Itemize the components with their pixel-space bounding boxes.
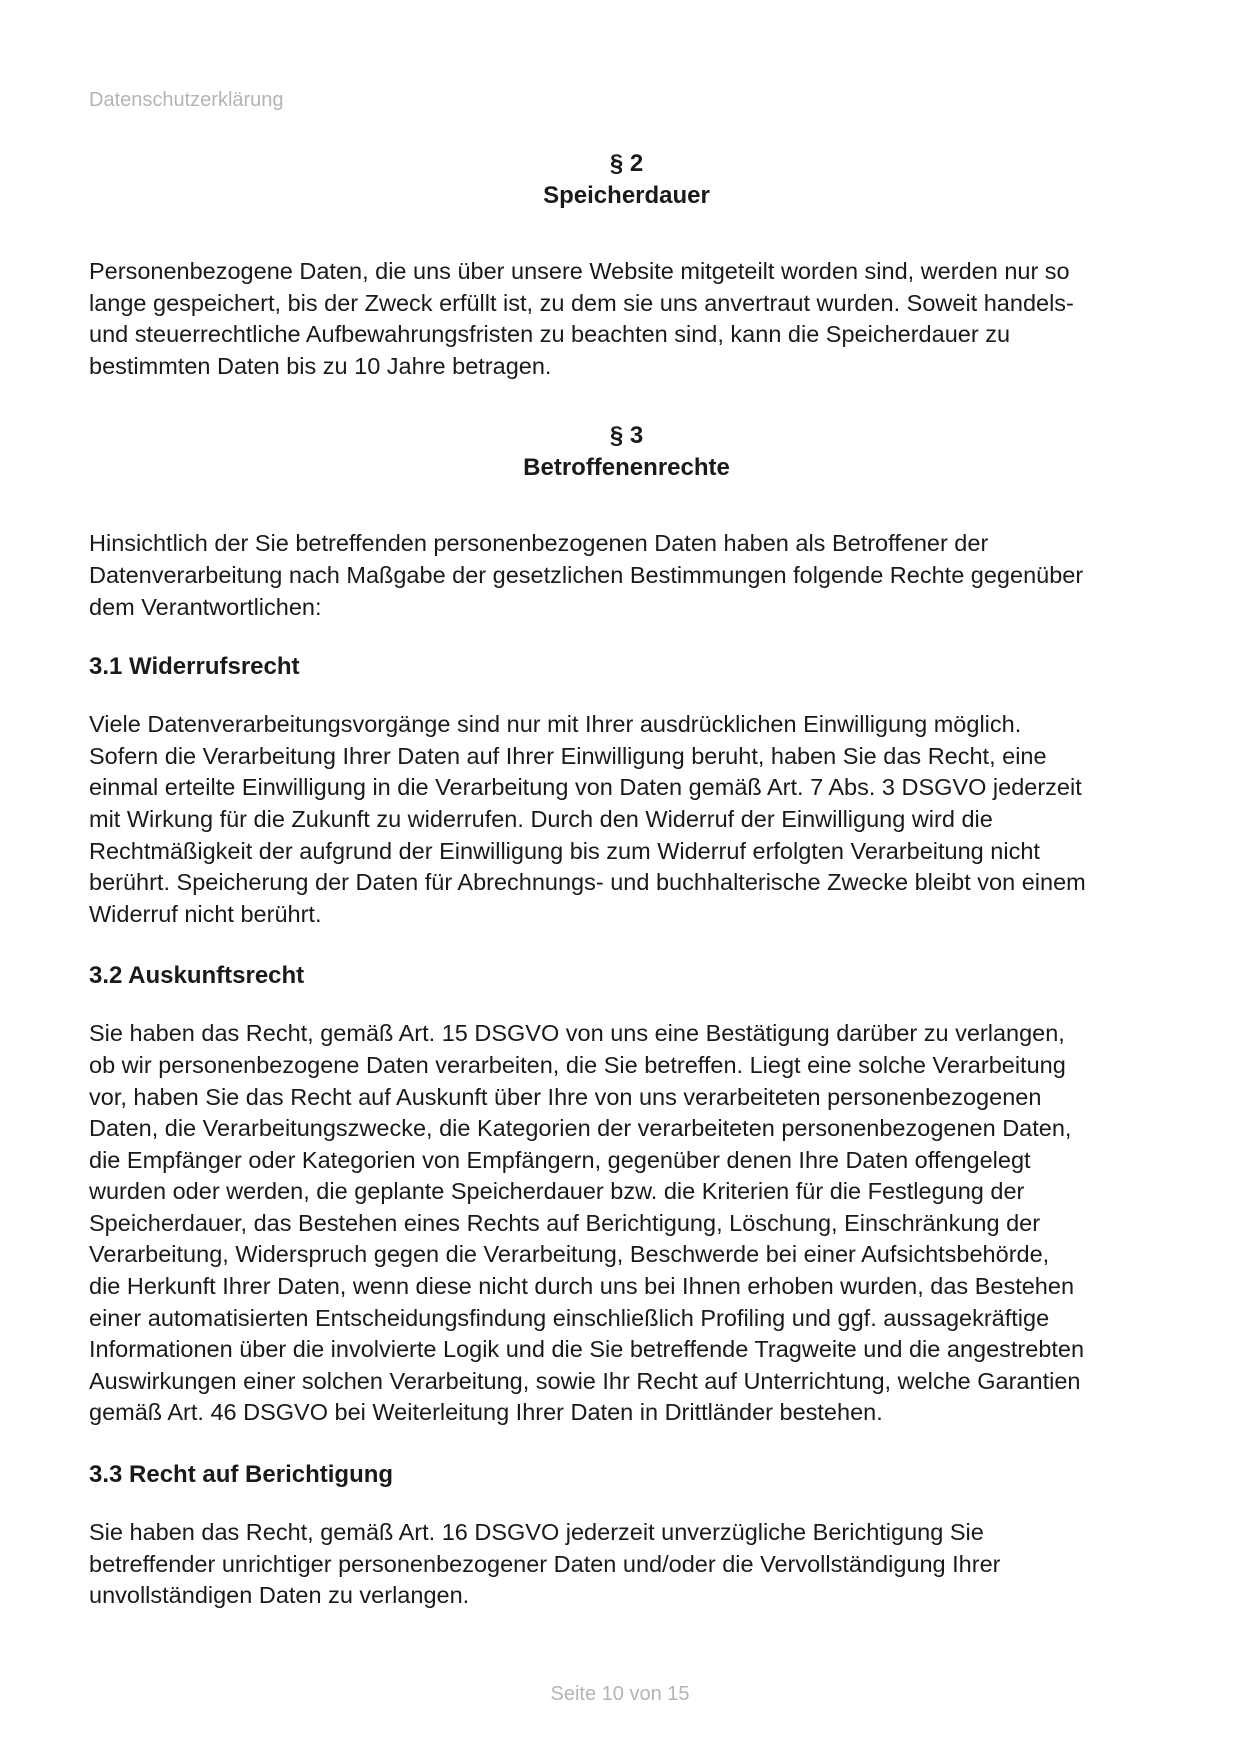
subsection-heading: 3.1 Widerrufsrecht bbox=[89, 653, 300, 681]
text-line: Daten, die Verarbeitungszwecke, die Kategorien der verarbeiteten personenbezogenen Daten, bbox=[89, 1115, 1072, 1142]
text-line: Informationen über die involvierte Logik und die Sie betreffende Tragweite und die angestrebten bbox=[89, 1336, 1085, 1363]
text-line: einer automatisierten Entscheidungsfindung einschließlich Profiling und ggf. aussagekräftige bbox=[89, 1304, 1050, 1331]
section-title: Speicherdauer bbox=[543, 182, 710, 209]
text-line: Sie haben das Recht, gemäß Art. 16 DSGVO jederzeit unverzügliche Berichtigung Sie bbox=[89, 1519, 984, 1546]
text-line: Widerruf nicht berührt. bbox=[89, 900, 322, 927]
text-line: vor, haben Sie das Recht auf Auskunft über Ihre von uns verarbeiteten personenbezogenen bbox=[89, 1083, 1042, 1110]
text-line: lange gespeichert, bis der Zweck erfüllt ist, zu dem sie uns anvertraut wurden. Soweit handels- bbox=[89, 289, 1074, 316]
section-number: § 3 bbox=[609, 422, 644, 450]
text-line: wurden oder werden, die geplante Speicherdauer bzw. die Kriterien für die Festlegung der bbox=[89, 1178, 1025, 1205]
section-3-heading bbox=[89, 420, 1164, 484]
paragraph bbox=[89, 1517, 1164, 1612]
text-line: betreffender unrichtiger personenbezogener Daten und/oder die Vervollständigung Ihrer bbox=[89, 1550, 1001, 1577]
subsection-heading: 3.2 Auskunftsrecht bbox=[89, 962, 305, 990]
text-line: Personenbezogene Daten, die uns über unsere Website mitgeteilt worden sind, werden nur so bbox=[89, 258, 1070, 284]
subsection-heading: 3.3 Recht auf Berichtigung bbox=[89, 1461, 394, 1489]
text-line: die Herkunft Ihrer Daten, wenn diese nicht durch uns bei Ihnen erhoben wurden, das Bestehen bbox=[89, 1273, 1075, 1300]
text-line: Sie haben das Recht, gemäß Art. 15 DSGVO von uns eine Bestätigung darüber zu verlangen, bbox=[89, 1020, 1065, 1047]
section-2-heading bbox=[89, 148, 1164, 212]
text-line: Sofern die Verarbeitung Ihrer Daten auf Ihrer Einwilligung beruht, haben Sie das Recht, eine bbox=[89, 742, 1047, 769]
page-number: Seite 10 von 15 bbox=[550, 1683, 690, 1705]
section-number: § 2 bbox=[609, 150, 644, 177]
text-line: einmal erteilte Einwilligung in die Verarbeitung von Daten gemäß Art. 7 Abs. 3 DSGVO jederzeit bbox=[89, 774, 1082, 801]
text-line: ob wir personenbezogene Daten verarbeiten, die Sie betreffen. Liegt eine solche Verarbeitung bbox=[89, 1051, 1066, 1078]
text-line: und steuerrechtliche Aufbewahrungsfristen zu beachten sind, kann die Speicherdauer zu bbox=[89, 321, 1011, 348]
paragraph bbox=[89, 1018, 1164, 1429]
running-header: Datenschutzerklärung bbox=[89, 89, 284, 111]
text-line: berührt. Speicherung der Daten für Abrechnungs- und buchhalterische Zwecke bleibt von einem bbox=[89, 869, 1086, 896]
paragraph bbox=[89, 709, 1164, 930]
text-line: Verarbeitung, Widerspruch gegen die Verarbeitung, Beschwerde bei einer Aufsichtsbehörde, bbox=[89, 1241, 1050, 1268]
paragraph bbox=[89, 256, 1164, 382]
text-line: Auswirkungen einer solchen Verarbeitung, sowie Ihr Recht auf Unterrichtung, welche Garantien bbox=[89, 1367, 1081, 1394]
section-title: Betroffenenrechte bbox=[523, 454, 730, 482]
text-line: Viele Datenverarbeitungsvorgänge sind nur mit Ihrer ausdrücklichen Einwilligung möglich. bbox=[89, 711, 1022, 738]
text-line: Rechtmäßigkeit der aufgrund der Einwilligung bis zum Widerruf erfolgten Verarbeitung nicht bbox=[89, 837, 1040, 864]
text-line: dem Verantwortlichen: bbox=[89, 593, 322, 620]
text-line: gemäß Art. 46 DSGVO bei Weiterleitung Ihrer Daten in Drittländer bestehen. bbox=[89, 1399, 883, 1426]
text-line: die Empfänger oder Kategorien von Empfängern, gegenüber denen Ihre Daten offengelegt bbox=[89, 1146, 1031, 1173]
text-line: Speicherdauer, das Bestehen eines Rechts auf Berichtigung, Löschung, Einschränkung der bbox=[89, 1209, 1041, 1236]
document-body bbox=[89, 148, 1164, 1612]
text-line: bestimmten Daten bis zu 10 Jahre betragen. bbox=[89, 352, 552, 379]
text-line: unvollständigen Daten zu verlangen. bbox=[89, 1582, 470, 1609]
text-line: Hinsichtlich der Sie betreffenden personenbezogenen Daten haben als Betroffener der bbox=[89, 530, 989, 557]
text-line: mit Wirkung für die Zukunft zu widerrufen. Durch den Widerruf der Einwilligung wird die bbox=[89, 805, 993, 832]
paragraph bbox=[89, 528, 1164, 623]
text-line: Datenverarbeitung nach Maßgabe der gesetzlichen Bestimmungen folgende Rechte gegenüber bbox=[89, 561, 1084, 588]
